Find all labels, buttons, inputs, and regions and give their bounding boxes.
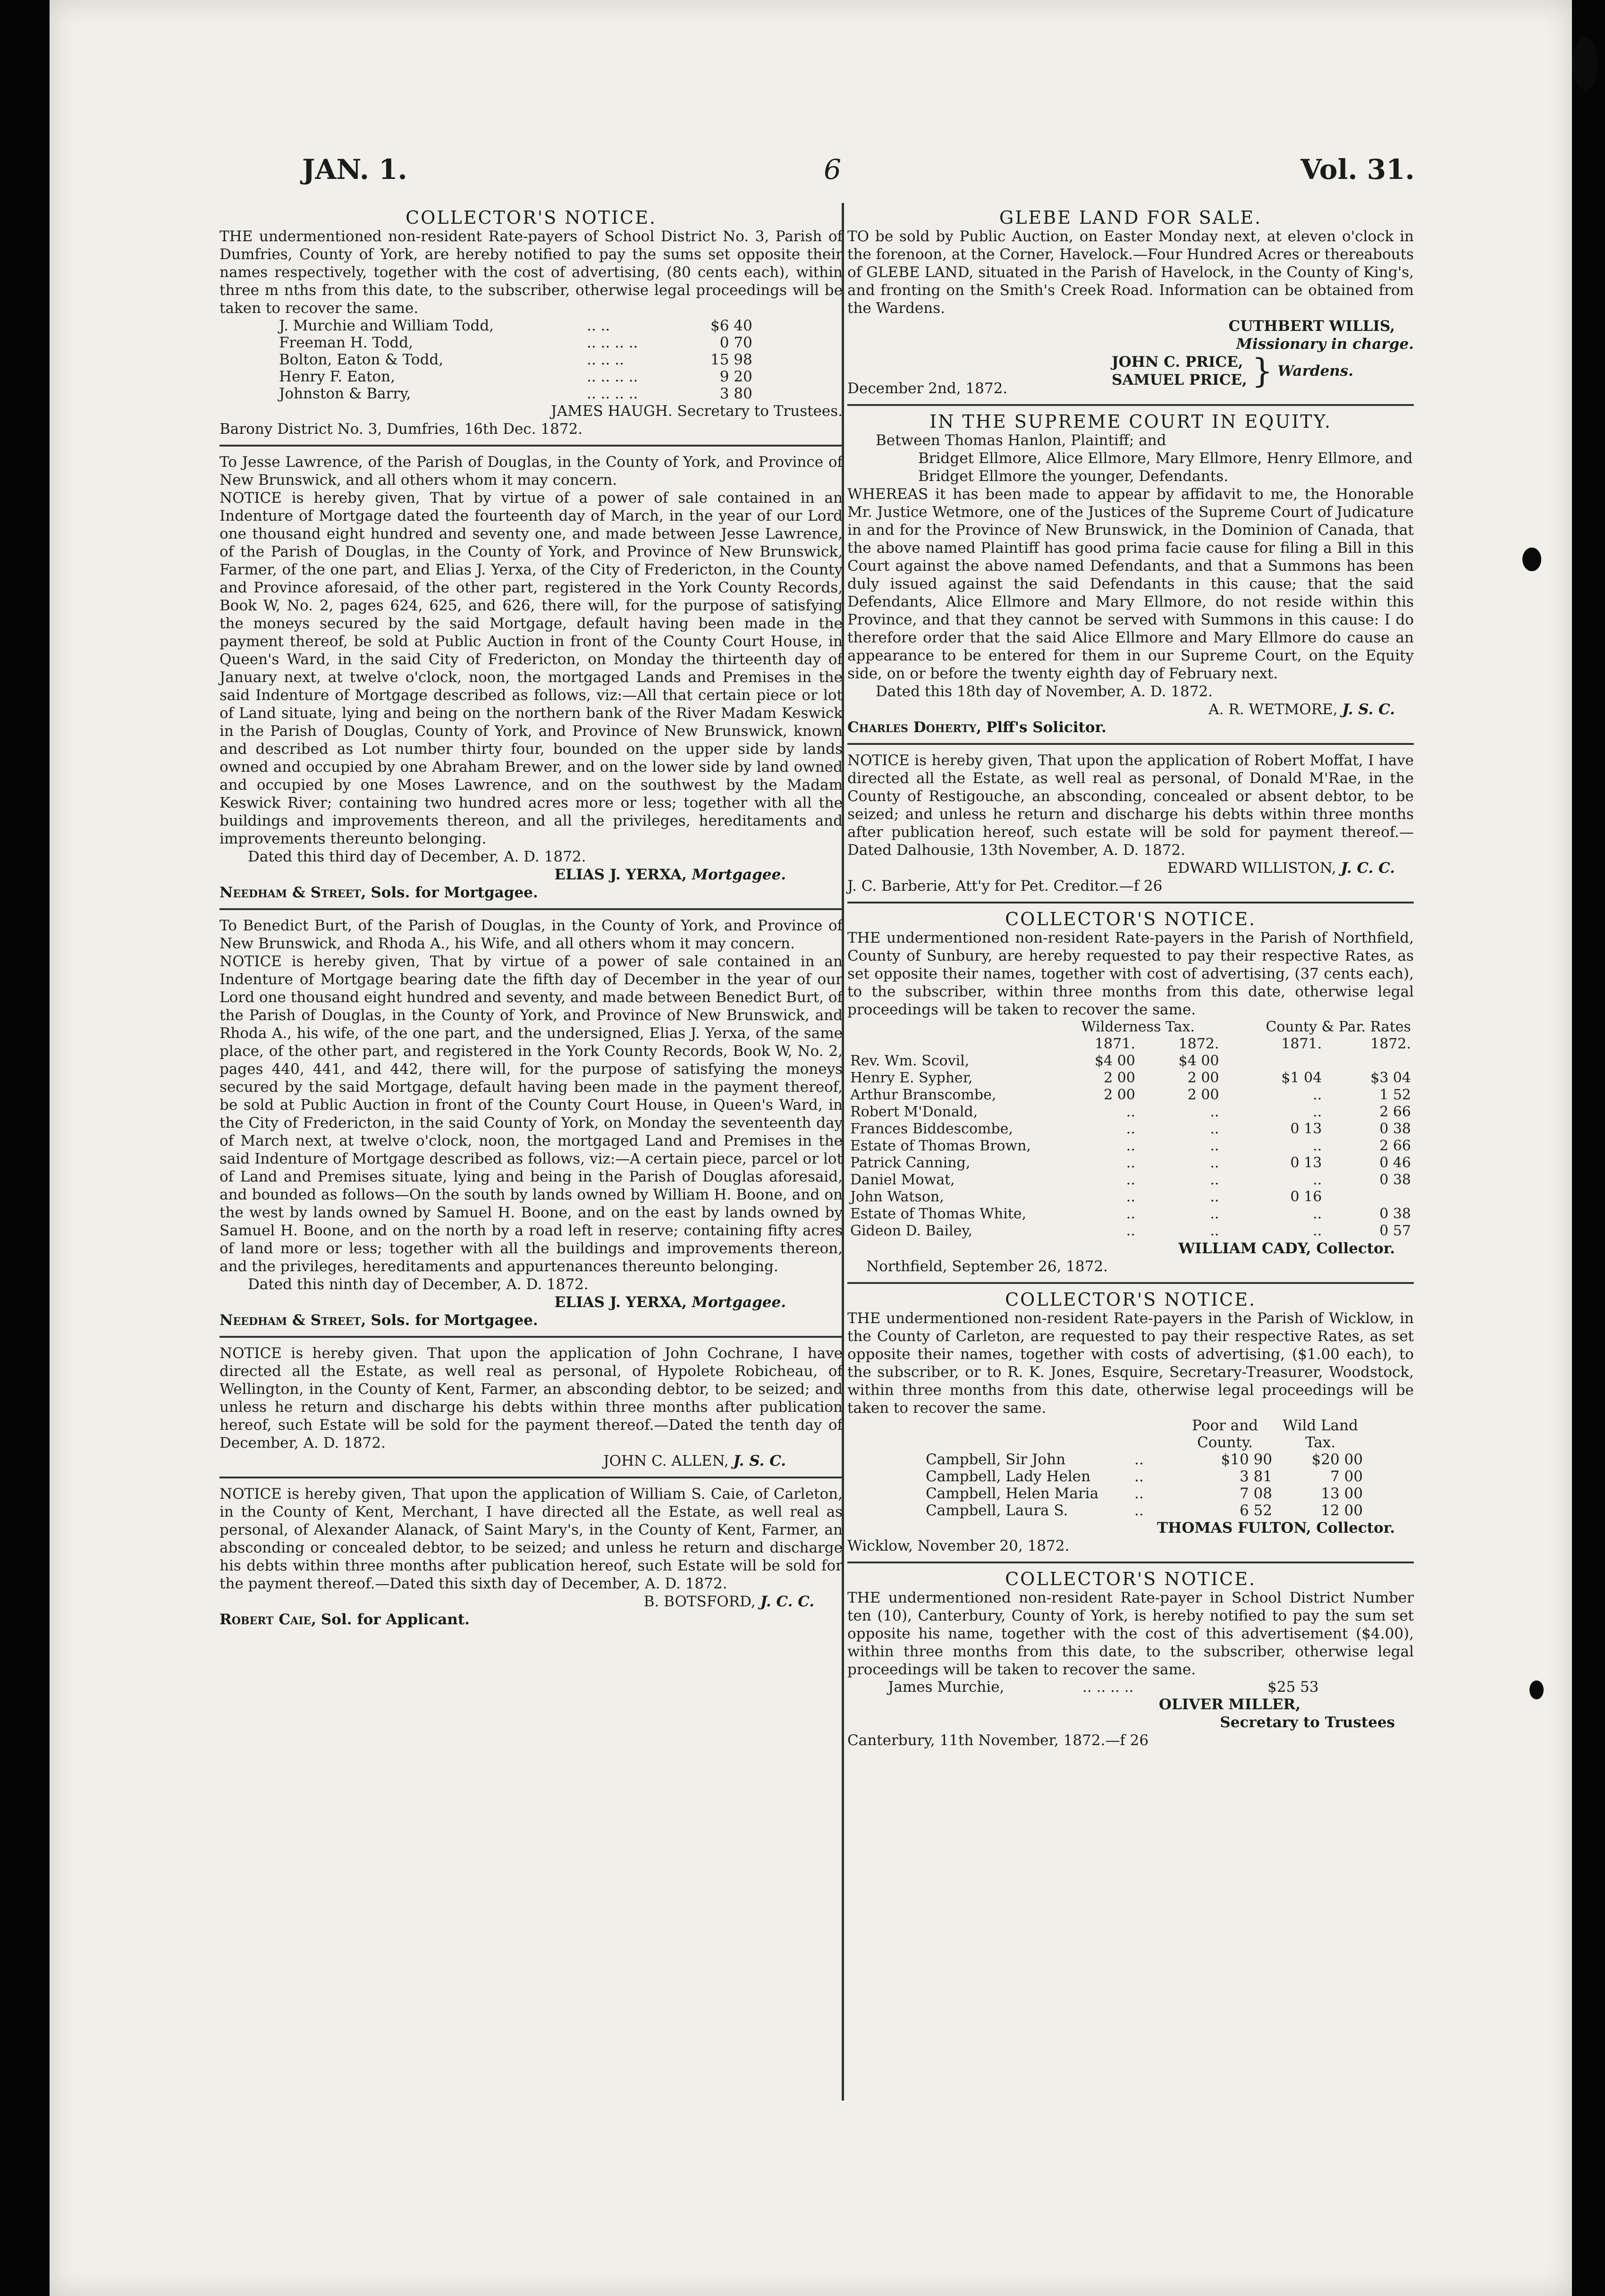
dated-line: Dated this third day of December, A. D. 1872.	[248, 848, 586, 865]
notice-title: COLLECTOR'S NOTICE.	[1005, 909, 1256, 929]
table-row: Patrick Canning, .. .. 0 13 0 46	[850, 1155, 1411, 1171]
signature: CUTHBERT WILLIS,	[1228, 318, 1395, 335]
table-row: Daniel Mowat, .. .. .. 0 38	[850, 1172, 1411, 1188]
defendants-line: Bridget Ellmore, Alice Ellmore, Mary Ellmore, Henry Ellmore, and Bridget Ellmore the younger, Defendants.	[918, 450, 1413, 485]
collectors-notice-wicklow	[847, 1291, 1414, 1555]
glebe-land-notice	[847, 209, 1414, 397]
table-row: Freeman H. Todd, .. .. .. .. 0 70	[279, 334, 752, 351]
notice-date: Northfield, September 26, 1872.	[866, 1258, 1108, 1275]
ink-blot-top	[1572, 38, 1598, 90]
table-body	[923, 1451, 1366, 1519]
notice-place-date: Barony District No. 3, Dumfries, 16th Dec. 1872.	[220, 421, 583, 438]
table-row: Rev. Wm. Scovil, $4 00 $4 00	[850, 1053, 1219, 1069]
notice-body: THE undermentioned non-resident Rate-payer in School District Number ten (10), Canterbury, County of York, is hereby notified to pay the sum set opposite his name, together with the cost of this advertisement ($4.00), within three months from this date, to the subscriber, otherwise legal proceedings will be taken to recover the same.	[847, 1589, 1414, 1678]
signature: ELIAS J. YERXA, Mortgagee.	[554, 1294, 786, 1311]
divider	[847, 1282, 1414, 1284]
table-row: Arthur Branscombe, 2 00 2 00 .. 1 52	[850, 1087, 1411, 1103]
brace: }	[1251, 352, 1273, 390]
table-row: Campbell, Sir John .. $10 90 $20 00	[926, 1451, 1363, 1468]
divider	[847, 743, 1414, 745]
signature: A. R. WETMORE, J. S. C.	[1208, 701, 1395, 718]
notice-body: NOTICE is hereby given, That by virtue of a power of sale contained in an Indenture of Mortgage dated the fourteenth day of March, in the year of our Lord one thousand eight hundred and seventy one, and made between Jesse Lawrence, of the Parish of Douglas, in the County of York, and Province of New Brunswick, Farmer, of the one part, and Elias J. Yerxa, of the City of Fredericton, in the County and Province aforesaid, of the other part, registered in the York County Records, Book W, No. 2, pages 624, 625, and 626, there will, for the purpose of satisfying the moneys secured by the said Mortgage, default having been made in the payment thereof, be sold at Public Auction in front of the County Court House, in Queen's Ward, in the said City of Fredericton, on Monday the thirteenth day of January next, at twelve o'clock, noon, the mortgaged Lands and Premises in the said Indenture of Mortgage described as follows, viz:—All that certain piece or lot of Land situate, lying and being on the northern bank of the River Madam Keswick in the Parish of Douglas, County of York, and Province of New Brunswick, known and described as Lot number thirty four, bounded on the upper side by lands owned and occupied by one Abraham Brewer, and on the lower side by land owned and occupied by one Moses Lawrence, and on the southwest by the Madam Keswick River; containing two hundred acres more or less; together with all the buildings and improvements thereon, and all the privileges, hereditaments and improvements thereunto belonging.	[220, 490, 843, 847]
ink-blot-mid	[1529, 1680, 1544, 1699]
table-row: Henry F. Eaton, .. .. .. .. 9 20	[279, 368, 752, 385]
header-date: JAN. 1.	[302, 153, 407, 186]
table-row: Campbell, Helen Maria .. 7 08 13 00	[926, 1485, 1363, 1502]
between-line: Between Thomas Hanlon, Plaintiff; and	[876, 432, 1166, 449]
table-row: John Watson, .. .. 0 16	[850, 1189, 1322, 1205]
supreme-court-equity-notice	[847, 413, 1414, 736]
left-column	[220, 208, 843, 1629]
divider	[220, 445, 843, 447]
signature: OLIVER MILLER,	[1158, 1696, 1301, 1713]
signature: THOMAS FULTON, Collector.	[1157, 1519, 1395, 1536]
table-header: Poor and County. Wild Land Tax.	[1192, 1417, 1358, 1451]
notice-body: NOTICE is hereby given. That upon the application of John Cochrane, I have directed all the Estate, as well real as personal, of Hypolete Robicheau, of Wellington, in the County of Kent, Farmer, an absconding debtor, to be seized; and unless he return and discharge his debts within three months after publication hereof, such Estate will be sold for the payment thereof.—Dated the tenth day of December, A. D. 1872.	[220, 1345, 843, 1452]
table-row: Robert M'Donald, .. .. .. 2 66	[850, 1104, 1411, 1120]
mortgage-notice-burt	[220, 917, 843, 1329]
notice-date: December 2nd, 1872.	[847, 380, 1008, 397]
table-header: Wilderness Tax. County & Par. Rates	[1081, 1019, 1411, 1035]
divider	[847, 404, 1414, 406]
table-row: Henry E. Sypher, 2 00 2 00 $1 04 $3 04	[850, 1070, 1411, 1086]
signature-role: Missionary in charge.	[1236, 336, 1414, 353]
signature: ELIAS J. YERXA, Mortgagee.	[554, 866, 786, 883]
notice-body: THE undermentioned non-resident Rate-payers in the Parish of Wicklow, in the County of Carleton, are requested to pay their respective Rates, as set opposite their names, together with costs of advertising, ($1.00 each), to the subscriber, or to R. K. Jones, Esquire, Secretary-Treasurer, Woodstock, within three months from this date, otherwise legal proceedings will be taken to recover the same.	[847, 1310, 1414, 1417]
notice-address: To Jesse Lawrence, of the Parish of Douglas, in the County of York, and Province of New Brunswick, and all others whom it may concern.	[220, 454, 843, 489]
table-row: Estate of Thomas Brown, .. .. .. 2 66	[850, 1138, 1411, 1154]
attorney-line: J. C. Barberie, Att'y for Pet. Creditor.—f 26	[847, 878, 1163, 895]
signature: EDWARD WILLISTON, J. C. C.	[1167, 860, 1395, 877]
rates-table	[923, 1417, 1366, 1519]
solicitor-line: Robert Caie, Sol. for Applicant.	[220, 1611, 470, 1628]
wardens-block: JOHN C. PRICE, SAMUEL PRICE, } Wardens.	[1112, 352, 1353, 390]
notice-title: COLLECTOR'S NOTICE.	[1005, 1569, 1256, 1589]
ink-blot-right	[1522, 548, 1541, 571]
ratepayer-table	[276, 317, 755, 402]
table-row: Bolton, Eaton & Todd, .. .. .. 15 98	[279, 351, 752, 368]
table-row: Estate of Thomas White, .. .. .. 0 38	[850, 1206, 1411, 1222]
table-row: James Murchie, .. .. .. .. $25 53	[888, 1679, 1319, 1696]
notice-body: NOTICE is hereby given, That upon the application of William S. Caie, of Carleton, in the County of Kent, Merchant, I have directed all the Estate, as well real as personal, of Alexander Alanack, of Saint Mary's, in the County of Kent, Farmer, an absconding or concealed debtor, to be seized; and unless he return and discharge his debts within three months after publication hereof, such Estate will be sold for the payment thereof.—Dated this sixth day of December, A. D. 1872.	[220, 1486, 843, 1592]
notice-body: TO be sold by Public Auction, on Easter Monday next, at eleven o'clock in the forenoon, at the Corner, Havelock.—Four Hundred Acres or thereabouts of GLEBE LAND, situated in the Parish of Havelock, in the County of King's, and fronting on the Smith's Creek Road. Information can be obtained from the Wardens.	[847, 228, 1414, 317]
dated-line: Dated this 18th day of November, A. D. 1872.	[876, 683, 1213, 700]
notice-body: NOTICE is hereby given, That upon the application of Robert Moffat, I have directed all the Estate, as well real as personal, of Donald M'Rae, in the County of Restigouche, an absconding, concealed or absent debtor, to be seized; and unless he return and discharge his debts within three months after publication hereof, such estate will be sold for payment thereof.—Dated Dalhousie, 13th November, A. D. 1872.	[847, 752, 1414, 859]
solicitors-line: Needham & Street, Sols. for Mortgagee.	[220, 884, 538, 901]
table-header-years: 1871. 1872. 1871. 1872.	[1094, 1036, 1411, 1052]
absconding-debtor-notice-mrae	[847, 751, 1414, 895]
solicitors-line: Needham & Street, Sols. for Mortgagee.	[220, 1312, 538, 1329]
right-column	[847, 208, 1414, 1749]
divider	[847, 902, 1414, 903]
signature: B. BOTSFORD, J. C. C.	[643, 1593, 814, 1610]
mortgage-notice-lawrence	[220, 453, 843, 902]
table-row: Frances Biddescombe, .. .. 0 13 0 38	[850, 1121, 1411, 1137]
table-row: Campbell, Laura S. .. 6 52 12 00	[926, 1502, 1363, 1519]
header-volume: Vol. 31.	[1301, 153, 1415, 186]
header-page-number: 6	[824, 153, 841, 186]
table-row: J. Murchie and William Todd, .. .. $6 40	[279, 317, 752, 334]
table-row: Campbell, Lady Helen .. 3 81 7 00	[926, 1468, 1363, 1485]
notice-body: WHEREAS it has been made to appear by affidavit to me, the Honorable Mr. Justice Wetmore, one of the Justices of the Supreme Court of Judicature in and for the Province of New Brunswick, in the Dominion of Canada, that the above named Plaintiff has good prima facie cause for filing a Bill in this Court against the above named Defendants, and that a Summons has been duly issued against the said Defendants in this cause; that the said Defendants, Alice Ellmore and Mary Ellmore, do not reside within this Province, and that they cannot be served with Summons in this cause: I do therefore order that the said Alice Ellmore and Mary Ellmore do cause an appearance to be entered for them in our Supreme Court, on the Equity side, on or before the twenty eighth day of February next.	[847, 486, 1414, 682]
rates-table	[847, 1019, 1414, 1240]
notice-address: To Benedict Burt, of the Parish of Douglas, in the County of York, and Province of New Brunswick, and Rhoda A., his Wife, and all others whom it may concern.	[220, 917, 843, 952]
rates-table	[885, 1679, 1321, 1696]
table-row: Johnston & Barry, .. .. .. .. 3 80	[279, 385, 752, 402]
notice-title: IN THE SUPREME COURT IN EQUITY.	[929, 411, 1332, 432]
notice-date: Canterbury, 11th November, 1872.—f 26	[847, 1732, 1149, 1749]
notice-body: THE undermentioned non-resident Rate-payers of School District No. 3, Parish of Dumfries, County of York, are hereby notified to pay the sums set opposite their names respectively, together with the cost of advertising, (80 cents each), within three m nths from this date, to the subscriber, otherwise legal proceedings will be taken to recover the same.	[220, 228, 843, 317]
signature: JAMES HAUGH. Secretary to Trustees.	[551, 403, 843, 420]
signature: JOHN C. ALLEN, J. S. C.	[603, 1452, 786, 1469]
collectors-notice-northfield	[847, 910, 1414, 1275]
notice-date: Wicklow, November 20, 1872.	[847, 1537, 1070, 1554]
collectors-notice-canterbury	[847, 1570, 1414, 1749]
divider	[220, 1477, 843, 1478]
notice-title: GLEBE LAND FOR SALE.	[999, 207, 1262, 228]
signature-role: Secretary to Trustees	[1220, 1714, 1395, 1731]
notice-body: THE undermentioned non-resident Rate-payers in the Parish of Northfield, County of Sunbury, are hereby requested to pay their respective Rates, as set opposite their names, together with cost of advertising, (37 cents each), to the subscriber, within three months from this date, otherwise legal proceedings will be taken to recover the same.	[847, 929, 1414, 1018]
signature: WILLIAM CADY, Collector.	[1178, 1240, 1395, 1257]
notice-body: NOTICE is hereby given, That by virtue of a power of sale contained in an Indenture of Mortgage bearing date the fifth day of December in the year of our Lord one thousand eight hundred and seventy, and made between Benedict Burt, of the Parish of Douglas, in the County of York, and Province of New Brunswick, and Rhoda A., his wife, of the one part, and the undersigned, Elias J. Yerxa, of the same place, of the other part, and registered in the York County Records, Book W, No. 2, pages 440, 441, and 442, there will, for the purpose of satisfying the moneys secured by the said Mortgage, default having been made in the payment thereof, be sold at Public Auction in front of the County Court House, in Queen's Ward, in the City of Fredericton, in the said County of York, on Monday the seventeenth day of March next, at twelve o'clock, noon, the mortgaged Land and Premises in the said Indenture of Mortgage described as follows, viz:—A certain piece, parcel or lot of Land and Premises situate, lying and being in the Parish of Douglas aforesaid, and bounded as follows—On the south by lands owned by William H. Boone, and on the west by lands owned by Samuel H. Boone, and on the east by lands owned by Samuel H. Boone, and on the north by a road left in reserve; containing fifty acres of land more or less; together with all the buildings and improvements thereon, and the privileges, hereditaments and appurtenances thereunto belonging.	[220, 953, 843, 1275]
notice-title: COLLECTOR'S NOTICE.	[1005, 1289, 1256, 1310]
dated-line: Dated this ninth day of December, A. D. 1872.	[248, 1276, 589, 1293]
table-row: Gideon D. Bailey, .. .. .. 0 57	[850, 1223, 1411, 1239]
divider	[847, 1562, 1414, 1563]
collectors-notice-dumfries	[220, 209, 843, 438]
absconding-debtor-notice-alanack	[220, 1485, 843, 1629]
absconding-debtor-notice-robicheau	[220, 1344, 843, 1470]
divider	[220, 1336, 843, 1338]
table-body	[847, 1053, 1414, 1240]
divider	[220, 908, 843, 910]
solicitor-line: Charles Doherty, Plff's Solicitor.	[847, 719, 1107, 736]
notice-title: COLLECTOR'S NOTICE.	[405, 207, 657, 228]
